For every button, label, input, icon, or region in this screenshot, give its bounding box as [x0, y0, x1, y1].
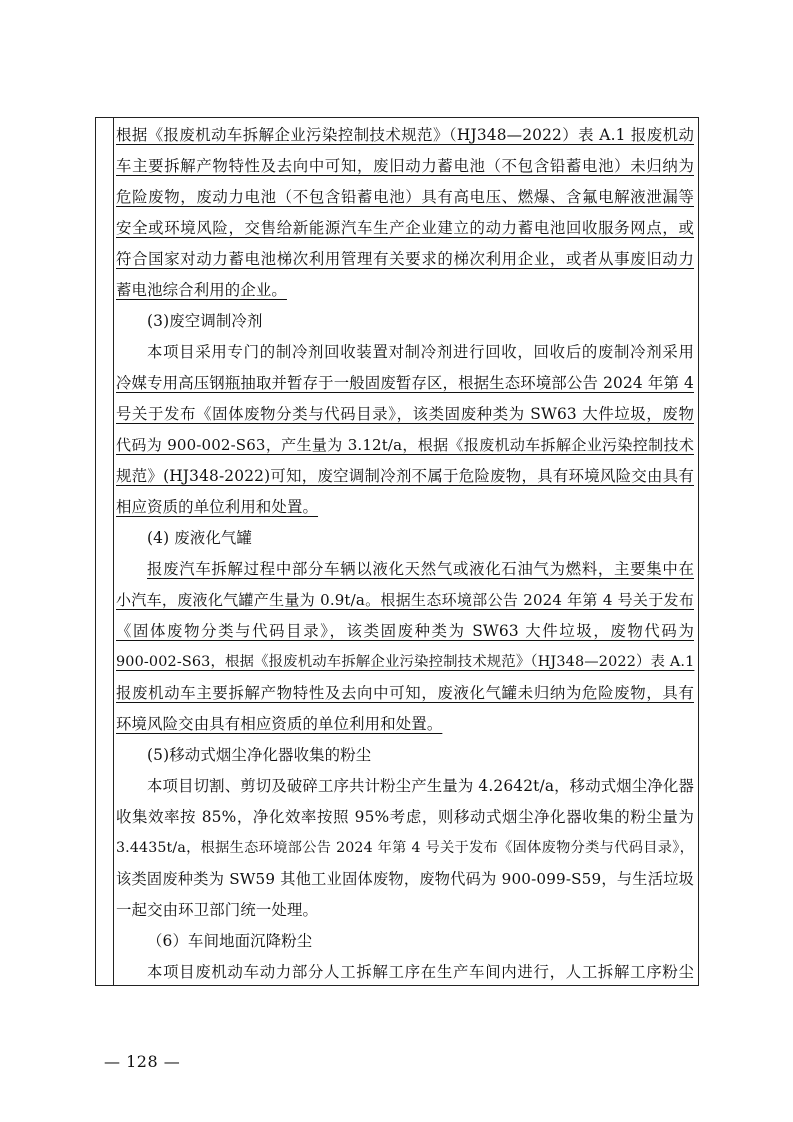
- text-line: 本项目废机动车动力部分人工拆解工序在生产车间内进行，人工拆解工序粉尘: [147, 963, 694, 981]
- text-line: 安全或环境风险，交售给新能源汽车生产企业建立的动力蓄电池回收服务网点，或: [116, 219, 694, 237]
- text-line: 报废汽车拆解过程中部分车辆以液化天然气或液化石油气为燃料，主要集中在: [147, 560, 694, 578]
- table-left-column: [95, 117, 114, 986]
- text-line: 一起交由环卫部门统一处理。: [116, 901, 319, 919]
- text-line: 本项目切割、剪切及破碎工序共计粉尘产生量为 4.2642t/a，移动式烟尘净化器: [147, 777, 695, 795]
- document-body: [116, 120, 694, 988]
- text-line: 规范》(HJ348-2022)可知，废空调制冷剂不属于危险废物，具有环境风险交由具有: [116, 467, 694, 485]
- text-line: 危险废物，废动力电池（不包含铅蓄电池）具有高电压、燃爆、含氟电解液泄漏等: [116, 188, 694, 206]
- text-line: 收集效率按 85%，净化效率按照 95%考虑，则移动式烟尘净化器收集的粉尘量为: [116, 808, 694, 826]
- text-line: 本项目采用专门的制冷剂回收装置对制冷剂进行回收，回收后的废制冷剂采用: [147, 343, 694, 361]
- text-line: 代码为 900-002-S63，产生量为 3.12t/a，根据《报废机动车拆解企业污染控制技术: [116, 436, 694, 454]
- text-line: 车主要拆解产物特性及去向中可知，废旧动力蓄电池（不包含铅蓄电池）未归纳为: [116, 157, 694, 175]
- page-number: — 128 —: [104, 1052, 181, 1071]
- text-line: 号关于发布《固体废物分类与代码目录》，该类固废种类为 SW63 大件垃圾，废物: [116, 405, 694, 423]
- text-line: 3.4435t/a，根据生态环境部公告 2024 年第 4 号关于发布《固体废物分类与代码目录》，: [116, 840, 694, 856]
- text-line: 符合国家对动力蓄电池梯次利用管理有关要求的梯次利用企业，或者从事废旧动力: [116, 250, 694, 268]
- text-line: 环境风险交由具有相应资质的单位利用和处置。: [116, 715, 443, 733]
- text-line: 900-002-S63，根据《报废机动车拆解企业污染控制技术规范》（HJ348—2022）表 A.1: [116, 654, 695, 670]
- section-heading: (4) 废液化气罐: [147, 529, 252, 547]
- text-line: 小汽车，废液化气罐产生量为 0.9t/a。根据生态环境部公告 2024 年第 4 号关于发布: [116, 591, 694, 609]
- section-heading: （6）车间地面沉降粉尘: [147, 932, 313, 950]
- text-line: 《固体废物分类与代码目录》，该类固废种类为 SW63 大件垃圾，废物代码为: [116, 622, 694, 640]
- section-heading: (5)移动式烟尘净化器收集的粉尘: [147, 746, 372, 764]
- text-line: 报废机动车主要拆解产物特性及去向中可知，废液化气罐未归纳为危险废物，具有: [116, 684, 694, 702]
- text-line: 蓄电池综合利用的企业。: [116, 281, 287, 299]
- text-line: 根据《报废机动车拆解企业污染控制技术规范》（HJ348—2022）表 A.1 报废机动: [116, 126, 694, 144]
- text-line: 相应资质的单位利用和处置。: [116, 498, 319, 516]
- text-line: 该类固废种类为 SW59 其他工业固体废物，废物代码为 900-099-S59，与生活垃圾: [116, 870, 694, 888]
- section-heading: (3)废空调制冷剂: [147, 312, 263, 330]
- text-line: 冷媒专用高压钢瓶抽取并暂存于一般固废暂存区，根据生态环境部公告 2024 年第 4: [116, 374, 694, 392]
